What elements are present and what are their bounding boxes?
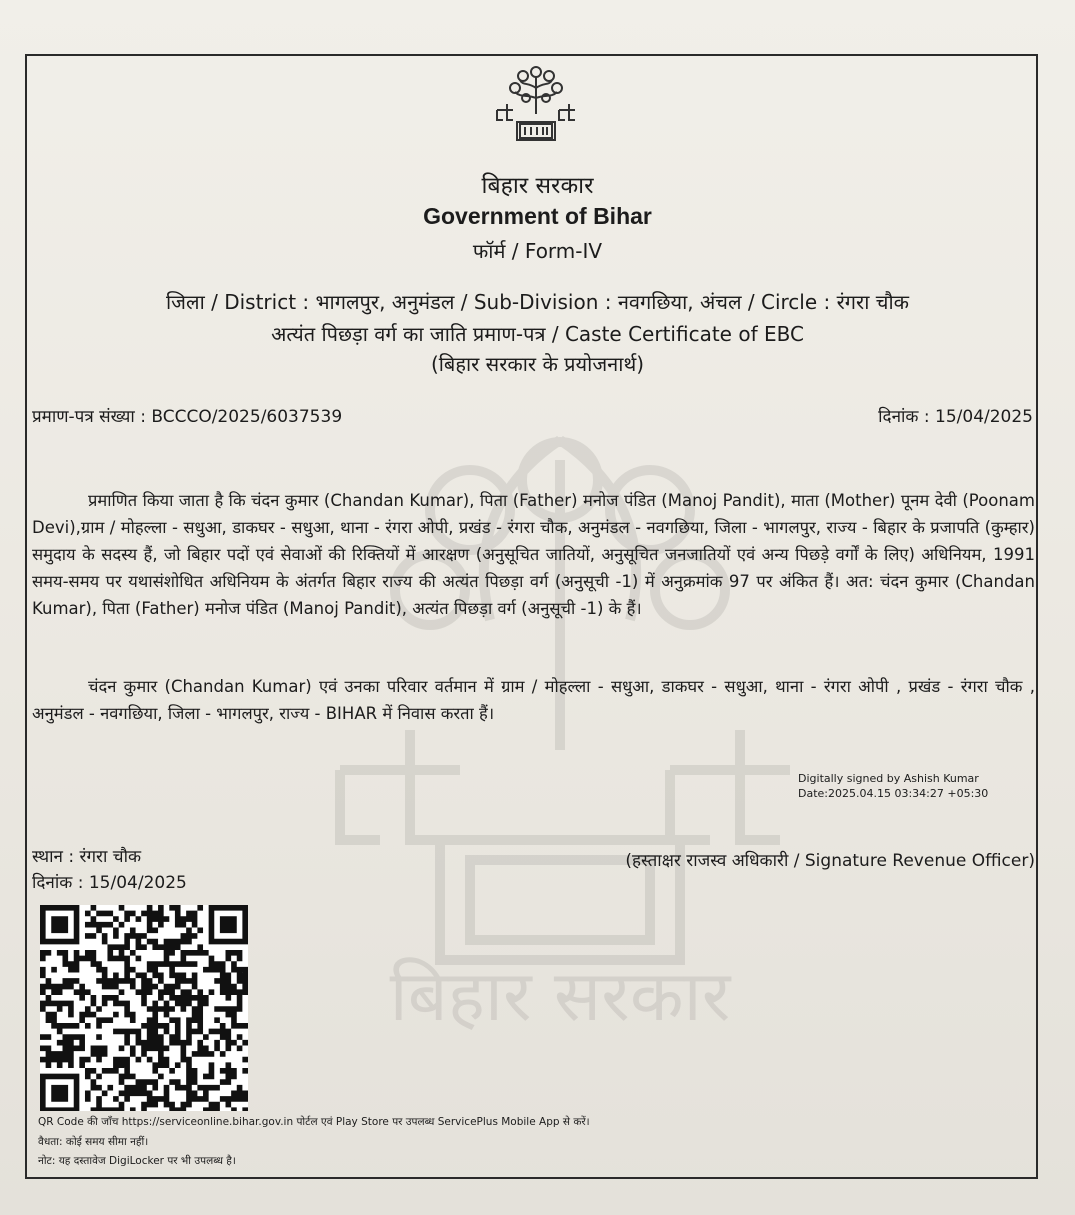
form-number: फॉर्म / Form-IV xyxy=(472,239,603,263)
district-line: जिला / District : भागलपुर, अनुमंडल / Sub-Division : नवगछिया, अंचल / Circle : रंगरा चौक xyxy=(165,290,910,314)
qr-code xyxy=(40,905,248,1111)
certificate-body-paragraph-1: प्रमाणित किया जाता है कि चंदन कुमार (Chandan Kumar), पिता (Father) मनोज पंडित (Manoj Pandit), माता (Mother) पूनम देवी (Poonam Devi),ग्राम / मोहल्ला - सधुआ, डाकघर - सधुआ, थाना - रंगरा ओपी, प्रखंड - रंगरा चौक, अनुमंडल - नवगछिया, जिला - भागलपुर, राज्य - बिहार के प्रजापति (कुम्हार) समुदाय के सदस्य हैं, जो बिहार पदों एवं सेवाओं की रिक्तियों में आरक्षण (अनुसूचित जातियों, अनुसूचित जनजातियों एवं अन्य पिछड़े वर्गों के लिए) अधिनियम, 1991 समय-समय पर यथासंशोधित अधिनियम के अंतर्गत बिहार राज्य की अत्यंत पिछड़ा वर्ग (अनुसूची -1) में अनुक्रमांक 97 पर अंकित हैं। अत: चंदन कुमार (Chandan Kumar), पिता (Father) मनोज पंडित (Manoj Pandit), अत्यंत पिछड़ा वर्ग (अनुसूची -1) के हैं। xyxy=(32,491,1035,618)
footer-date: दिनांक : 15/04/2025 xyxy=(32,873,187,893)
govt-english-title: Government of Bihar xyxy=(423,203,652,229)
certificate-body-paragraph-2: चंदन कुमार (Chandan Kumar) एवं उनका परिवार वर्तमान में ग्राम / मोहल्ला - सधुआ, डाकघर - सधुआ, थाना - रंगरा ओपी , प्रखंड - रंगरा चौक , अनुमंडल - नवगछिया, जिला - भागलपुर, राज्य - BIHAR में निवास करता हैं। xyxy=(32,677,1035,723)
govt-hindi-title: बिहार सरकार xyxy=(481,173,594,199)
validity-note: वैधता: कोई समय सीमा नहीं। xyxy=(38,1136,149,1148)
digital-signature-block xyxy=(798,771,988,801)
certificate-title: अत्यंत पिछड़ा वर्ग का जाति प्रमाण-पत्र / Caste Certificate of EBC xyxy=(271,322,804,346)
qr-verification-note: QR Code की जाँच https://serviceonline.bihar.gov.in पोर्टल एवं Play Store पर उपलब्ध ServicePlus Mobile App से करें। xyxy=(38,1116,590,1128)
digital-signature-date: Date:2025.04.15 03:34:27 +05:30 xyxy=(798,787,989,800)
bihar-emblem-logo xyxy=(493,62,579,146)
place-of-issue: स्थान : रंगरा चौक xyxy=(32,847,142,867)
digital-signature-signer: Digitally signed by Ashish Kumar xyxy=(798,772,979,785)
digilocker-note: नोट: यह दस्तावेज DigiLocker पर भी उपलब्ध है। xyxy=(38,1155,236,1167)
certificate-purpose: (बिहार सरकार के प्रयोजनार्थ) xyxy=(430,352,645,376)
signatory-label: (हस्ताक्षर राजस्व अधिकारी / Signature Revenue Officer) xyxy=(625,851,1035,871)
certificate-number: प्रमाण-पत्र संख्या : BCCCO/2025/6037539 xyxy=(32,407,343,427)
watermark-text: बिहार सरकार xyxy=(389,955,731,1030)
issue-date: दिनांक : 15/04/2025 xyxy=(878,407,1033,427)
